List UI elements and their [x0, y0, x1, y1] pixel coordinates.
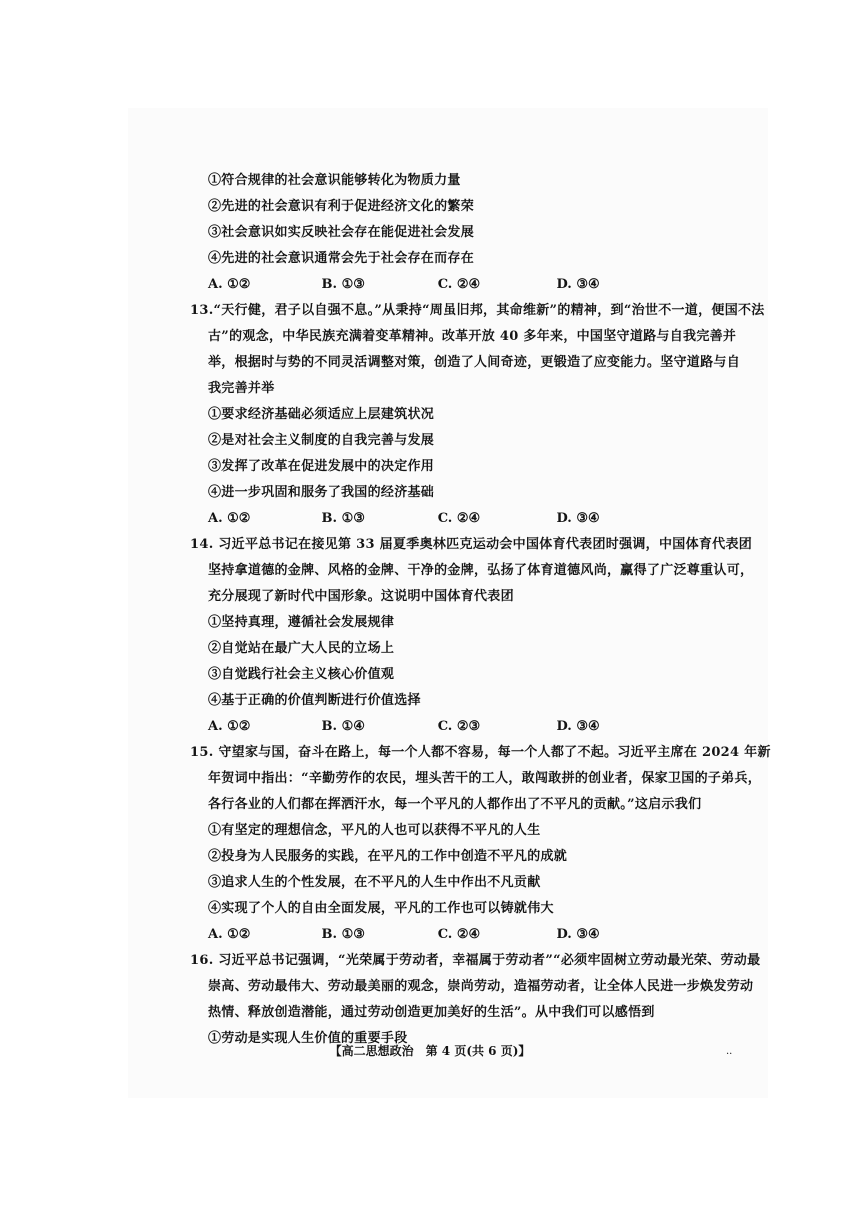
q12-item-2: ②先进的社会意识有利于促进经济文化的繁荣 [208, 199, 475, 214]
q12-item-1: ①符合规律的社会意识能够转化为物质力量 [208, 173, 461, 188]
q16-item-1: ①劳动是实现人生价值的重要手段 [208, 1031, 408, 1046]
q13-item-2: ②是对社会主义制度的自我完善与发展 [208, 433, 435, 448]
q12-option-c[interactable]: C. ②④ [437, 277, 481, 292]
q15-item-4: ④实现了个人的自由全面发展，平凡的工作也可以铸就伟大 [208, 901, 554, 916]
q14-option-b[interactable]: B. ①④ [321, 719, 365, 734]
q14-item-2: ②自觉站在最广大人民的立场上 [208, 641, 395, 656]
q14-option-d[interactable]: D. ③④ [556, 719, 600, 734]
q14-item-3: ③自觉践行社会主义核心价值观 [208, 667, 395, 682]
q12-option-b[interactable]: B. ①③ [321, 277, 365, 292]
q14-stem-line-1: 14. 习近平总书记在接见第 33 届夏季奥林匹克运动会中国体育代表团时强调，中国体育代表团 [190, 537, 753, 552]
q15-stem-line-3: 各行各业的人们都在挥洒汗水，每一个平凡的人都作出了不平凡的贡献。”这启示我们 [208, 797, 702, 812]
q12-options [190, 272, 670, 298]
corner-mark: .. [726, 1046, 733, 1057]
q13-options [190, 506, 670, 532]
q14-stem-line-3: 充分展现了新时代中国形象。这说明中国体育代表团 [208, 589, 514, 604]
q14-option-c[interactable]: C. ②③ [437, 719, 481, 734]
q14-item-4: ④基于正确的价值判断进行价值选择 [208, 693, 421, 708]
q14-item-1: ①坚持真理，遵循社会发展规律 [208, 615, 395, 630]
q13-item-3: ③发挥了改革在促进发展中的决定作用 [208, 459, 435, 474]
q13-option-b[interactable]: B. ①③ [321, 511, 365, 526]
q15-options [190, 922, 670, 948]
q15-option-a[interactable]: A. ①② [208, 927, 251, 942]
q12-option-a[interactable]: A. ①② [208, 277, 251, 292]
q13-stem-line-3: 举，根据时与势的不同灵活调整对策，创造了人间奇迹，更锻造了应变能力。坚守道路与自 [208, 355, 741, 370]
page-footer: 【高二思想政治 第 4 页(共 6 页)】 [329, 1044, 531, 1058]
q13-item-1: ①要求经济基础必须适应上层建筑状况 [208, 407, 435, 422]
q12-item-4: ④先进的社会意识通常会先于社会存在而存在 [208, 251, 475, 266]
q13-option-d[interactable]: D. ③④ [556, 511, 600, 526]
q13-stem-line-1: 13.“天行健，君子以自强不息。”从秉持“周虽旧邦，其命维新”的精神，到“治世不一道，便国不法 [190, 303, 765, 318]
q15-option-c[interactable]: C. ②④ [437, 927, 481, 942]
q13-stem-line-2: 古”的观念，中华民族充满着变革精神。改革开放 40 多年来，中国坚守道路与自我完善并 [208, 329, 737, 344]
q12-item-3: ③社会意识如实反映社会存在能促进社会发展 [208, 225, 475, 240]
q15-item-1: ①有坚定的理想信念，平凡的人也可以获得不平凡的人生 [208, 823, 541, 838]
q14-stem-line-2: 坚持拿道德的金牌、风格的金牌、干净的金牌，弘扬了体育道德风尚，赢得了广泛尊重认可， [208, 563, 754, 578]
q15-stem-line-1: 15. 守望家与国，奋斗在路上，每一个人都不容易，每一个人都了不起。习近平主席在 2024 年新 [190, 745, 771, 760]
q15-item-2: ②投身为人民服务的实践，在平凡的工作中创造不平凡的成就 [208, 849, 568, 864]
q15-option-b[interactable]: B. ①③ [321, 927, 365, 942]
q13-stem-line-4: 我完善并举 [208, 381, 275, 396]
q13-item-4: ④进一步巩固和服务了我国的经济基础 [208, 485, 435, 500]
q15-option-d[interactable]: D. ③④ [556, 927, 600, 942]
q13-option-a[interactable]: A. ①② [208, 511, 251, 526]
q13-option-c[interactable]: C. ②④ [437, 511, 481, 526]
question-content [190, 168, 771, 1052]
q14-option-a[interactable]: A. ①② [208, 719, 251, 734]
q14-options [190, 714, 670, 740]
q16-stem-line-1: 16. 习近平总书记强调，“光荣属于劳动者，幸福属于劳动者”“必须牢固树立劳动最光荣、劳动最 [190, 953, 761, 968]
q16-stem-line-3: 热情、释放创造潜能，通过劳动创造更加美好的生活”。从中我们可以感悟到 [208, 1005, 655, 1020]
q12-option-d[interactable]: D. ③④ [556, 277, 600, 292]
q15-item-3: ③追求人生的个性发展，在不平凡的人生中作出不凡贡献 [208, 875, 541, 890]
q16-stem-line-2: 崇高、劳动最伟大、劳动最美丽的观念，崇尚劳动，造福劳动者，让全体人民进一步焕发劳动 [208, 979, 754, 994]
q15-stem-line-2: 年贺词中指出：“辛勤劳作的农民，埋头苦干的工人，敢闯敢拼的创业者，保家卫国的子弟兵， [208, 771, 762, 786]
